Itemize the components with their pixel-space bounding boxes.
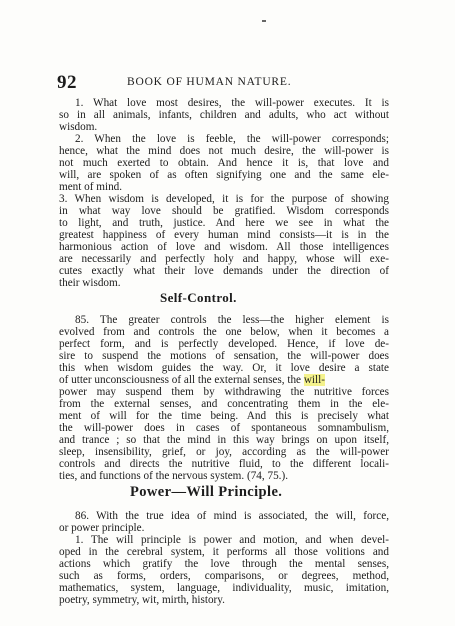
text-line: not much exerted to obtain. And hence it is, that love and xyxy=(59,157,389,169)
text-line: hence, what the mind does not much desire, the will-power is xyxy=(59,145,389,157)
text-line: ties, and functions of the nervous system. (74, 75.). xyxy=(59,470,288,482)
text-line: greatest happiness of every human mind consists—it is in the xyxy=(59,229,389,241)
page-number: 92 xyxy=(57,72,77,93)
text-line: 2. When the love is feeble, the will-power corresponds; xyxy=(75,133,389,145)
text-line xyxy=(59,374,389,386)
text-line: to light, and truth, justice. And here we see in what the xyxy=(59,217,389,229)
text-line: from the external senses, and concentrating them in the ele- xyxy=(59,398,389,410)
text-line: are necessarily and perfectly holy and happy, whose will exe- xyxy=(59,253,389,265)
text-line: 1. What love most desires, the will-power executes. It is xyxy=(75,97,389,109)
text-line: the will-power does in cases of spontaneous somnambulism, xyxy=(59,422,389,434)
text-line: such as forms, orders, comparisons, or degrees, method, xyxy=(59,570,389,582)
section-heading-will-principle: Power—Will Principle. xyxy=(130,484,283,500)
text-line: 85. The greater controls the less—the higher element is xyxy=(75,314,389,326)
text-line: wisdom. xyxy=(59,121,98,133)
section-heading-self-control: Self-Control. xyxy=(160,290,237,305)
highlighted-word: will- xyxy=(303,374,325,386)
text-line: sleep, insensibility, grief, or joy, according as the will-power xyxy=(59,446,389,458)
ink-speck xyxy=(262,20,266,22)
text-line: perfect form, and is perfectly developed. Hence, if love de- xyxy=(59,338,389,350)
text-line: controls and directs the nutritive fluid, to the different locali- xyxy=(59,458,389,470)
text-line: harmonious action of love and wisdom. All those intelligences xyxy=(59,241,389,253)
text-line: in what way love should be gratified. Wisdom corresponds xyxy=(59,205,389,217)
text-line: mathematics, system, language, individuality, music, imitation, xyxy=(59,582,389,594)
text-line: this when wisdom guides the way. Or, it love desire a state xyxy=(59,362,389,374)
text-line: actions which gratify the love through the mental senses, xyxy=(59,558,389,570)
text-line: power may suspend them by withdrawing the nutritive forces xyxy=(59,386,389,398)
text-line: cutes exactly what their love demands under the direction of xyxy=(59,265,389,277)
text-line: will, are spoken of as often signifying one and the same ele- xyxy=(59,169,389,181)
text-line: or power principle. xyxy=(59,522,145,534)
text-line: their wisdom. xyxy=(59,277,121,289)
text-line: 1. The will principle is power and motion, and when devel- xyxy=(75,534,389,546)
text-line: sire to suspend the motions of sensation, the will-power does xyxy=(59,350,389,362)
text-line: 86. With the true idea of mind is associated, the will, force, xyxy=(75,510,389,522)
text-line: ment of will for the time being. And this is precisely what xyxy=(59,410,389,422)
text-line-start: of utter unconsciousness of all the external senses, the xyxy=(59,374,304,386)
text-line: evolved from and controls the one below, when it becomes a xyxy=(59,326,389,338)
text-line: so in all animals, infants, children and adults, who act without xyxy=(59,109,389,121)
text-line: ment of mind. xyxy=(59,181,123,193)
text-line: poetry, symmetry, wit, mirth, history. xyxy=(59,594,225,606)
running-title: BOOK OF HUMAN NATURE. xyxy=(127,76,292,88)
page-header xyxy=(57,72,363,92)
text-line: and trance ; so that the mind in this way brings on upon itself, xyxy=(59,434,389,446)
text-line: 3. When wisdom is developed, it is for the purpose of showing xyxy=(59,193,389,205)
text-line: oped in the cerebral system, it performs all those volitions and xyxy=(59,546,389,558)
